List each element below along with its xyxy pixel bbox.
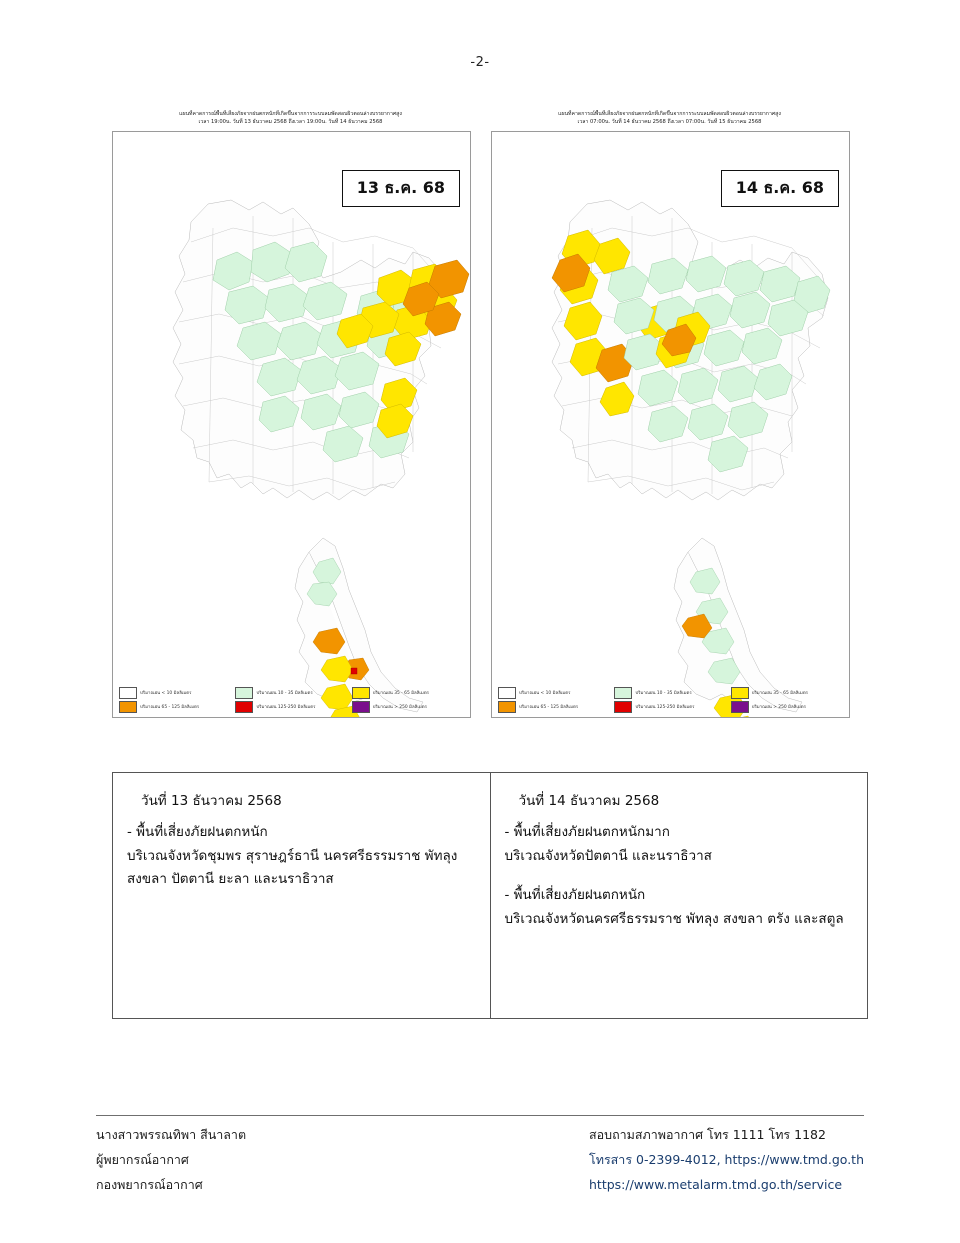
legend-swatch xyxy=(731,687,749,699)
date-badge-day1: 13 ธ.ค. 68 xyxy=(342,170,460,207)
thailand-rainfall-map-day1 xyxy=(113,132,470,717)
legend-item xyxy=(614,701,726,713)
map-frame-day2 xyxy=(491,131,850,718)
forecast-line: - พื้นที่เสี่ยงภัยฝนตกหนัก xyxy=(504,887,646,904)
legend-label: ปริมาณฝน 10 - 35 มิลลิเมตร xyxy=(635,691,692,697)
forecast-cell-day1 xyxy=(113,773,490,1018)
footer-line: สอบถามสภาพอากาศ โทร 1111 โทร 1182 xyxy=(589,1127,826,1142)
legend-label: ปริมาณฝน 35 - 65 มิลลิเมตร xyxy=(751,691,809,697)
legend-label: ปริมาณฝน 125-250 มิลลิเมตร xyxy=(256,705,316,711)
map-card-day2 xyxy=(491,110,848,750)
legend-swatch xyxy=(235,687,253,699)
legend-label: ปริมาณฝน > 250 มิลลิเมตร xyxy=(372,705,427,711)
legend-label: ปริมาณฝน 10 - 35 มิลลิเมตร xyxy=(256,691,313,697)
forecast-date-title: วันที่ 13 ธันวาคม 2568 xyxy=(141,793,282,809)
legend-item xyxy=(235,701,347,713)
map-caption-line1: แผนที่คาดการณ์พื้นที่เสี่ยงภัยจากฝนตกหนักที่เกิดขึ้นจากการระบบลมพัดสอบผิวตอนล่างบรรยากาศสูง xyxy=(179,111,402,117)
legend-swatch xyxy=(119,701,137,713)
legend-label: ปริมาณฝน < 10 มิลลิเมตร xyxy=(140,691,192,697)
forecast-line: บริเวณจังหวัดชุมพร สุราษฎร์ธานี นครศรีธรรมราช พัทลุง xyxy=(127,847,458,864)
legend-item xyxy=(614,687,726,699)
legend-swatch xyxy=(352,687,370,699)
map-card-day1 xyxy=(112,110,469,750)
legend-swatch xyxy=(498,687,516,699)
forecast-date-title: วันที่ 14 ธันวาคม 2568 xyxy=(518,793,660,809)
legend-item xyxy=(235,687,347,699)
footer-service-link[interactable]: https://www.metalarm.tmd.go.th/service xyxy=(589,1177,843,1192)
footer-fax-and-website[interactable]: โทรสาร 0-2399-4012, https://www.tmd.go.th xyxy=(589,1152,864,1167)
legend-swatch xyxy=(614,687,632,699)
forecast-summary-table xyxy=(112,772,868,1019)
date-badge-day2: 14 ธ.ค. 68 xyxy=(721,170,839,207)
map-frame-day1 xyxy=(112,131,471,718)
forecast-cell-day2 xyxy=(490,773,868,1018)
legend-day1 xyxy=(119,687,464,713)
footer xyxy=(96,1122,864,1197)
forecast-line: บริเวณจังหวัดปัตตานี และนราธิวาส xyxy=(504,847,712,864)
forecast-line: - พื้นที่เสี่ยงภัยฝนตกหนัก xyxy=(127,824,268,840)
legend-swatch xyxy=(614,701,632,713)
footer-line: กองพยากรณ์อากาศ xyxy=(96,1177,203,1192)
footer-line: ผู้พยากรณ์อากาศ xyxy=(96,1152,189,1167)
legend-swatch xyxy=(731,701,749,713)
legend-item xyxy=(119,687,231,699)
map-caption-line1: แผนที่คาดการณ์พื้นที่เสี่ยงภัยจากฝนตกหนักที่เกิดขึ้นจากการระบบลมพัดสอบผิวตอนล่างบรรยากาศสูง xyxy=(558,111,781,117)
legend-item xyxy=(498,701,610,713)
footer-right-column xyxy=(589,1122,864,1197)
legend-swatch xyxy=(498,701,516,713)
map-panel-group xyxy=(112,110,848,750)
map-caption-line2: เวลา 07:00น. วันที่ 14 ธันวาคม 2568 ถึงเวลา 07:00น. วันที่ 15 ธันวาคม 2568 xyxy=(577,119,762,126)
forecast-line: - พื้นที่เสี่ยงภัยฝนตกหนักมาก xyxy=(504,824,670,840)
footer-divider xyxy=(96,1115,864,1116)
legend-item xyxy=(119,701,231,713)
legend-item xyxy=(352,687,464,699)
thailand-rainfall-map-day2 xyxy=(492,132,849,717)
legend-label: ปริมาณฝน 35 - 65 มิลลิเมตร xyxy=(372,691,430,697)
page-number: -2- xyxy=(470,55,490,70)
map-caption-line2: เวลา 19:00น. วันที่ 13 ธันวาคม 2568 ถึงเวลา 19:00น. วันที่ 14 ธันวาคม 2568 xyxy=(198,119,383,126)
footer-left-column xyxy=(96,1122,246,1197)
forecast-line: บริเวณจังหวัดนครศรีธรรมราช พัทลุง สงขลา ตรัง และสตูล xyxy=(504,910,844,927)
legend-swatch xyxy=(352,701,370,713)
legend-label: ปริมาณฝน > 250 มิลลิเมตร xyxy=(751,705,806,711)
legend-item xyxy=(731,701,843,713)
legend-swatch xyxy=(119,687,137,699)
forecast-spacer xyxy=(505,868,854,884)
legend-item xyxy=(731,687,843,699)
legend-label: ปริมาณฝน 125-250 มิลลิเมตร xyxy=(635,705,695,711)
legend-item xyxy=(352,701,464,713)
legend-label: ปริมาณฝน < 10 มิลลิเมตร xyxy=(519,691,571,697)
forecast-line: สงขลา ปัตตานี ยะลา และนราธิวาส xyxy=(127,871,334,888)
legend-day2 xyxy=(498,687,843,713)
legend-label: ปริมาณฝน 65 - 125 มิลลิเมตร xyxy=(519,705,579,711)
legend-swatch xyxy=(235,701,253,713)
legend-item xyxy=(498,687,610,699)
footer-line: นางสาวพรรณทิพา สีนาลาต xyxy=(96,1127,247,1142)
legend-label: ปริมาณฝน 65 - 125 มิลลิเมตร xyxy=(140,705,200,711)
